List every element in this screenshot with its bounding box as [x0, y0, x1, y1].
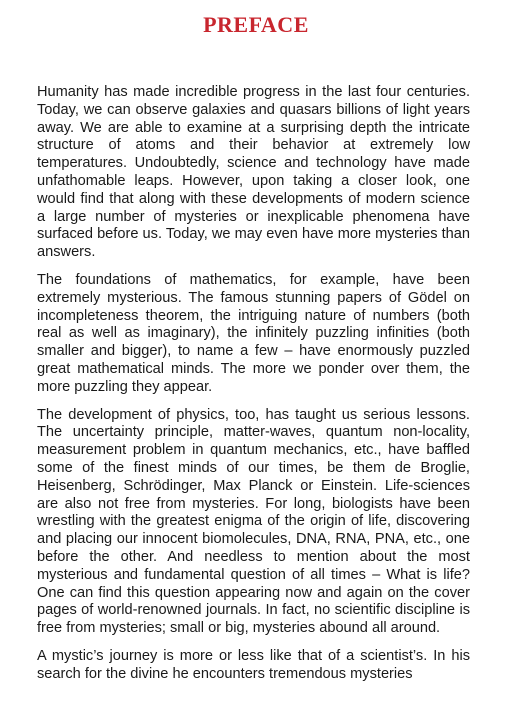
paragraph-progress: Humanity has made incredible progress in the last four centuries. Today, we can observe galaxies and quasars billions of light years away. We are able to examine at a surprising depth the intricate structure of atoms and their behavior at extremely low temperatures. Undoubtedly, science and technology have made unfathomable leaps. However, upon taking a closer look, one would find that along with these developments of modern science a large number of mysteries or inexplicable phenomena have surfaced before us. Today, we may even have more mysteries than answers.	[37, 84, 470, 261]
page-title: PREFACE	[203, 12, 309, 37]
preface-body	[37, 84, 470, 694]
paragraph-mystic: A mystic’s journey is more or less like that of a scientist’s. In his search for the divine he encounters tremendous mysteries	[37, 647, 470, 682]
paragraph-physics: The development of physics, too, has taught us serious lessons. The uncertainty principle, matter-waves, quantum non-locality, measurement problem in quantum mechanics, etc., have baffled some of the finest minds of our times, be them de Broglie, Heisenberg, Schrödinger, Max Planck or Einstein. Life-sciences are also not free from mysteries. For long, biologists have been wrestling with the greatest enigma of the origin of life, discovering and placing our innocent biomolecules, DNA, RNA, PNA, etc., one before the other. And needless to mention about the most mysterious and fundamental question of all times – What is life? One can find this question appearing now and again on the cover pages of world-renowned journals. In fact, no scientific discipline is free from mysteries; small or big, mysteries abound all around.	[37, 406, 470, 637]
paragraph-mathematics: The foundations of mathematics, for example, have been extremely mysterious. The famous stunning papers of Gödel on incompleteness theorem, the intriguing nature of numbers (both real as well as imaginary), the infinitely puzzling infinities (both smaller and bigger), to name a few – have enormously puzzled great mathematical minds. The more we ponder over them, the more puzzling they appear.	[37, 271, 470, 395]
